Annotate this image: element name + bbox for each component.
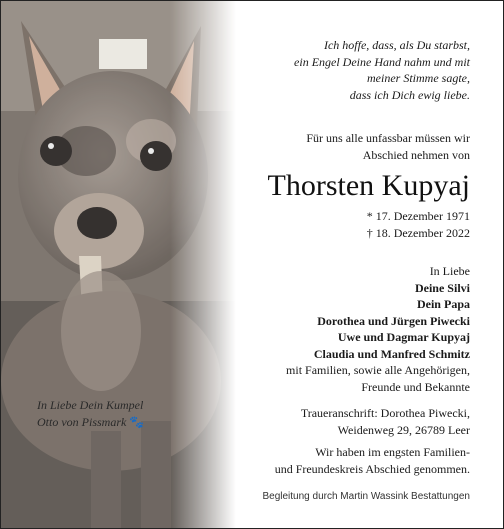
farewell-note [275, 444, 470, 477]
poem-line: meiner Stimme sagte, [367, 71, 470, 85]
undertaker-credit: Begleitung durch Martin Wassink Bestattungen [262, 491, 470, 502]
farewell-line: und Freundeskreis Abschied genommen. [274, 461, 470, 476]
dog-photo [1, 1, 236, 528]
address-line: Traueranschrift: Dorothea Piwecki, [300, 406, 470, 420]
mourner-name: Dorothea und Jürgen Piwecki [317, 313, 470, 328]
address-line: Weidenweg 29, 26789 Leer [337, 422, 470, 437]
mourners-closing: mit Familien, sowie alle Angehörigen, [286, 363, 470, 377]
mourner-name: Claudia und Manfred Schmitz [313, 346, 470, 361]
poem-line: ein Engel Deine Hand nahm und mit [294, 54, 470, 69]
death-date: † 18. Dezember 2022 [366, 225, 470, 240]
poem [294, 37, 470, 103]
farewell-line: Wir haben im engsten Familien- [315, 445, 470, 459]
mourner-name: Uwe und Dagmar Kupyaj [337, 330, 470, 344]
photo-caption-line [37, 414, 237, 431]
intro-line: Abschied nehmen von [362, 147, 470, 162]
mourners [286, 263, 470, 395]
photo-caption-line: In Liebe Dein Kumpel [37, 398, 144, 412]
poem-line: dass ich Dich ewig liebe. [349, 87, 470, 102]
birth-date: * 17. Dezember 1971 [366, 209, 470, 223]
mourner-name: Deine Silvi [414, 280, 470, 295]
mourning-address [301, 405, 470, 438]
deceased-name: Thorsten Kupyaj [267, 169, 470, 202]
mourner-name: Dein Papa [416, 297, 470, 311]
paw-icon: 🐾 [129, 415, 145, 429]
intro-line: Für uns alle unfassbar müssen wir [306, 131, 470, 145]
dog-photo-illustration [1, 1, 236, 528]
mourners-closing: Freunde und Bekannte [361, 379, 470, 394]
life-dates [367, 208, 470, 241]
photo-caption-name: Otto von Pissmark [37, 415, 127, 429]
photo-caption [37, 397, 237, 431]
mourners-heading: In Liebe [429, 264, 470, 278]
poem-line: Ich hoffe, dass, als Du starbst, [323, 38, 470, 52]
intro-text [306, 130, 470, 163]
